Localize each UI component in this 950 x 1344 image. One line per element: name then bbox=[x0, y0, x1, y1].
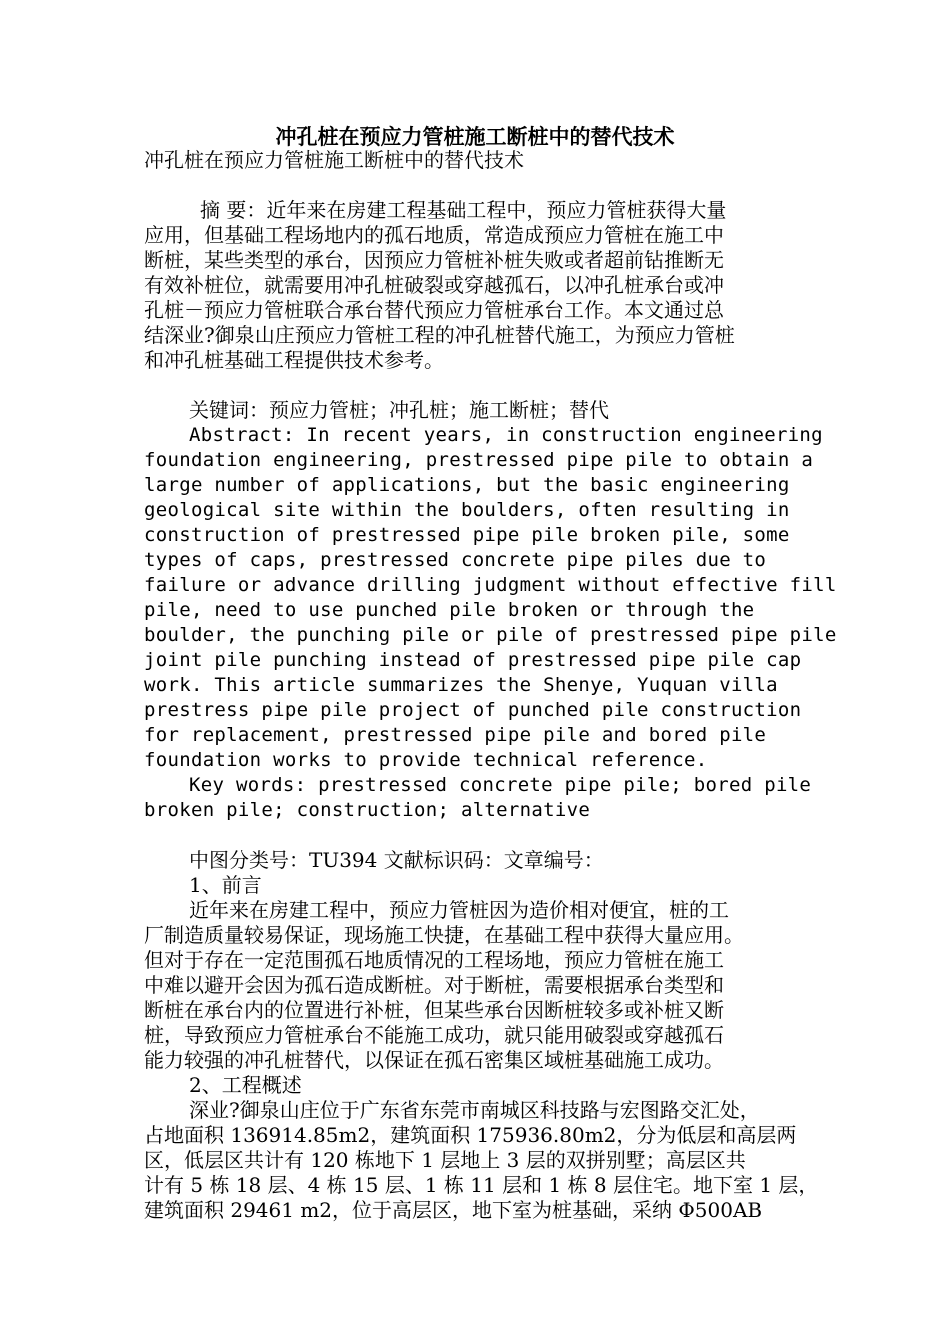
document-body bbox=[144, 148, 837, 1223]
abstract-en-line: large number of applications, but the basic engineering bbox=[144, 474, 790, 496]
classification-line: 中图分类号：TU394 文献标识码：文章编号： bbox=[189, 848, 604, 872]
keywords-en-line: broken pile; construction; alternative bbox=[144, 799, 591, 821]
abstract-cn-line: 孔桩－预应力管桩联合承台替代预应力管桩承台工作。本文通过总 bbox=[144, 298, 724, 322]
abstract-cn-line: 结深业?御泉山庄预应力管桩工程的冲孔桩替代施工，为预应力管桩 bbox=[144, 323, 735, 347]
abstract-en-line: for replacement, prestressed pipe pile and bored pile bbox=[144, 724, 767, 746]
body-line: 占地面积 136914.85m2，建筑面积 175936.80m2，分为低层和高层两 bbox=[144, 1123, 797, 1147]
abstract-cn-line: 和冲孔桩基础工程提供技术参考。 bbox=[144, 348, 444, 372]
blank-line bbox=[144, 373, 824, 398]
abstract-cn-line: 摘 要：近年来在房建工程基础工程中，预应力管桩获得大量 bbox=[200, 198, 727, 222]
abstract-cn-line: 应用，但基础工程场地内的孤石地质，常造成预应力管桩在施工中 bbox=[144, 223, 724, 247]
abstract-en-line: work. This article summarizes the Shenye, Yuquan villa bbox=[144, 674, 778, 696]
document-subtitle: 冲孔桩在预应力管桩施工断桩中的替代技术 bbox=[144, 148, 524, 172]
abstract-en-line: prestress pipe pile project of punched pile construction bbox=[144, 699, 802, 721]
section-heading: 2、工程概述 bbox=[189, 1073, 302, 1097]
body-line: 计有 5 栋 18 层、4 栋 15 层、1 栋 11 层和 1 栋 8 层住宅。地下室 1 层， bbox=[144, 1173, 819, 1197]
abstract-en-line: construction of prestressed pipe pile broken pile, some bbox=[144, 524, 790, 546]
abstract-en-line: boulder, the punching pile or pile of prestressed pipe pile bbox=[144, 624, 837, 646]
body-line: 中难以避开会因为孤石造成断桩。对于断桩，需要根据承台类型和 bbox=[144, 973, 724, 997]
body-line: 近年来在房建工程中，预应力管桩因为造价相对便宜，桩的工 bbox=[189, 898, 729, 922]
abstract-en-line: foundation engineering, prestressed pipe pile to obtain a bbox=[144, 449, 814, 471]
abstract-cn-line: 有效补桩位，就需要用冲孔桩破裂或穿越孤石，以冲孔桩承台或冲 bbox=[144, 273, 724, 297]
body-line: 桩，导致预应力管桩承台不能施工成功，就只能用破裂或穿越孤石 bbox=[144, 1023, 724, 1047]
body-line: 深业?御泉山庄位于广东省东莞市南城区科技路与宏图路交汇处， bbox=[189, 1098, 760, 1122]
body-line: 断桩在承台内的位置进行补桩，但某些承台因断桩较多或补桩又断 bbox=[144, 998, 724, 1022]
body-line: 能力较强的冲孔桩替代，以保证在孤石密集区域桩基础施工成功。 bbox=[144, 1048, 724, 1072]
abstract-en-line: types of caps, prestressed concrete pipe piles due to bbox=[144, 549, 767, 571]
body-line: 但对于存在一定范围孤石地质情况的工程场地，预应力管桩在施工 bbox=[144, 948, 724, 972]
abstract-en-line: failure or advance drilling judgment without effective fill bbox=[144, 574, 837, 596]
keywords-cn: 关键词：预应力管桩；冲孔桩；施工断桩；替代 bbox=[189, 398, 609, 422]
keywords-en-line: Key words: prestressed concrete pipe pile; bored pile bbox=[189, 774, 812, 796]
abstract-en-line: Abstract: In recent years, in construction engineering bbox=[189, 424, 823, 446]
body-line: 区，低层区共计有 120 栋地下 1 层地上 3 层的双拼别墅；高层区共 bbox=[144, 1148, 746, 1172]
blank-line bbox=[144, 823, 824, 848]
abstract-en-line: foundation works to provide technical reference. bbox=[144, 749, 708, 771]
document-title: 冲孔桩在预应力管桩施工断桩中的替代技术 bbox=[275, 124, 675, 149]
body-line: 厂制造质量较易保证，现场施工快捷，在基础工程中获得大量应用。 bbox=[144, 923, 744, 947]
abstract-en-line: geological site within the boulders, often resulting in bbox=[144, 499, 790, 521]
abstract-en-line: joint pile punching instead of prestressed pipe pile cap bbox=[144, 649, 802, 671]
blank-line bbox=[144, 173, 824, 198]
abstract-cn-line: 断桩，某些类型的承台，因预应力管桩补桩失败或者超前钻推断无 bbox=[144, 248, 724, 272]
body-line: 建筑面积 29461 m2，位于高层区，地下室为桩基础，采纳 Φ500AB bbox=[144, 1198, 763, 1222]
section-heading: 1、前言 bbox=[189, 873, 262, 897]
abstract-en-line: pile, need to use punched pile broken or through the bbox=[144, 599, 755, 621]
